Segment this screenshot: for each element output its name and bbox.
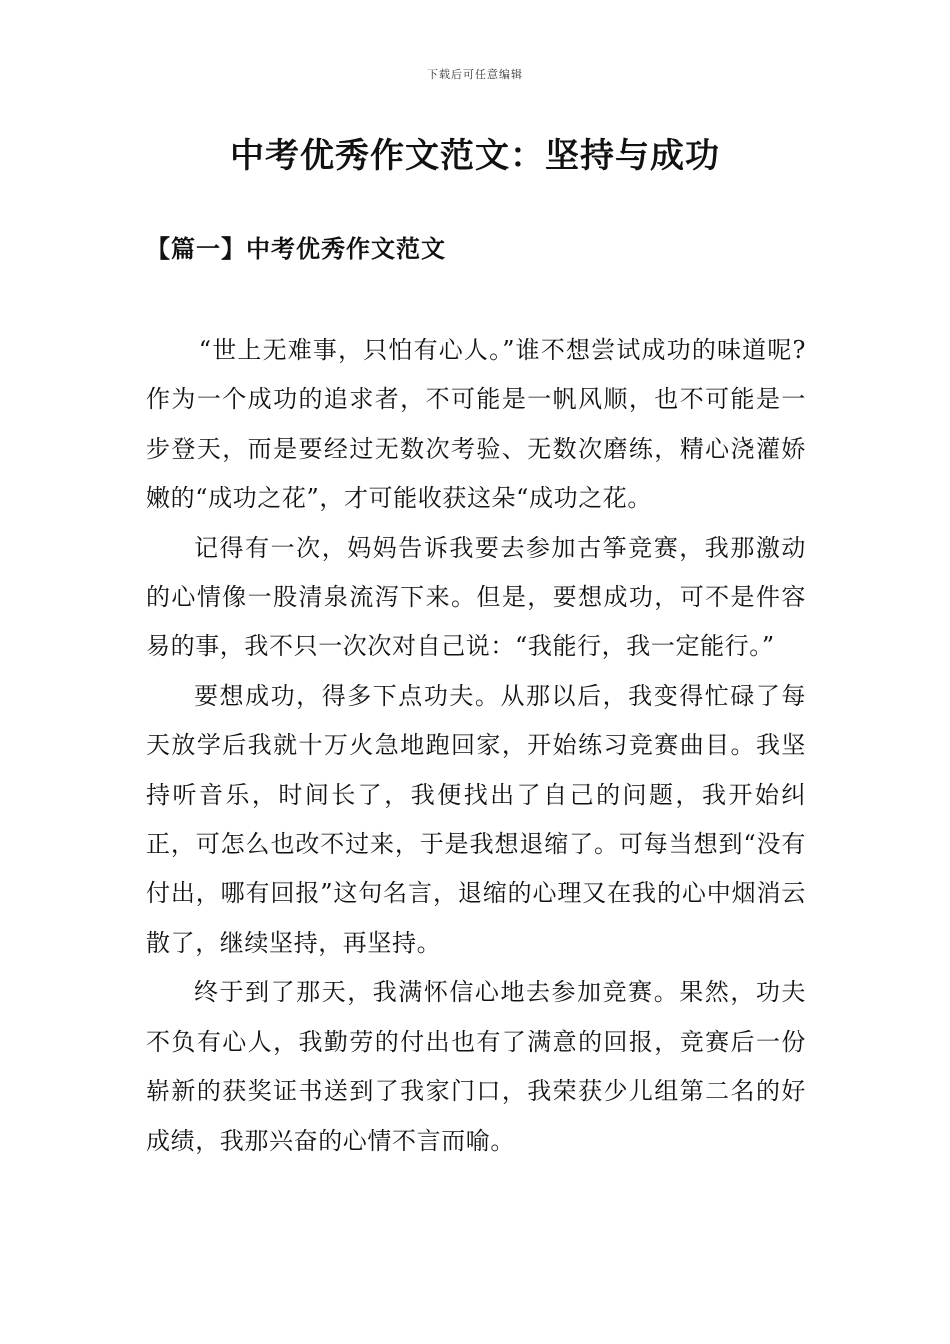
document-title: 中考优秀作文范文：坚持与成功 — [230, 136, 720, 176]
essay-paragraph: 记得有一次，妈妈告诉我要去参加古筝竞赛，我那激动的心情像一股清泉流泻下来。但是，要想成功，可不是件容易的事，我不只一次次对自己说：“我能行，我一定能行。” — [146, 533, 806, 661]
essay-paragraph: “世上无难事，只怕有心人。”谁不想尝试成功的味道呢?作为一个成功的追求者，不可能是一帆风顺，也不可能是一步登天，而是要经过无数次考验、无数次磨练，精心浇灌娇嫩的“成功之花”，才可能收获这朵“成功之花。 — [146, 336, 806, 513]
essay-body — [146, 326, 806, 1166]
header-note: 下载后可任意编辑 — [427, 68, 523, 81]
section-heading: 【篇一】中考优秀作文范文 — [146, 234, 446, 263]
essay-paragraph: 要想成功，得多下点功夫。从那以后，我变得忙碌了每天放学后我就十万火急地跑回家，开始练习竞赛曲目。我坚持听音乐，时间长了，我便找出了自己的问题，我开始纠正，可怎么也改不过来，于是我想退缩了。可每当想到“没有付出，哪有回报”这句名言，退缩的心理又在我的心中烟消云散了，继续坚持，再坚持。 — [146, 681, 806, 957]
essay-paragraph: 终于到了那天，我满怀信心地去参加竞赛。果然，功夫不负有心人，我勤劳的付出也有了满意的回报，竞赛后一份崭新的获奖证书送到了我家门口，我荣获少儿组第二名的好成绩，我那兴奋的心情不言而喻。 — [146, 978, 806, 1155]
